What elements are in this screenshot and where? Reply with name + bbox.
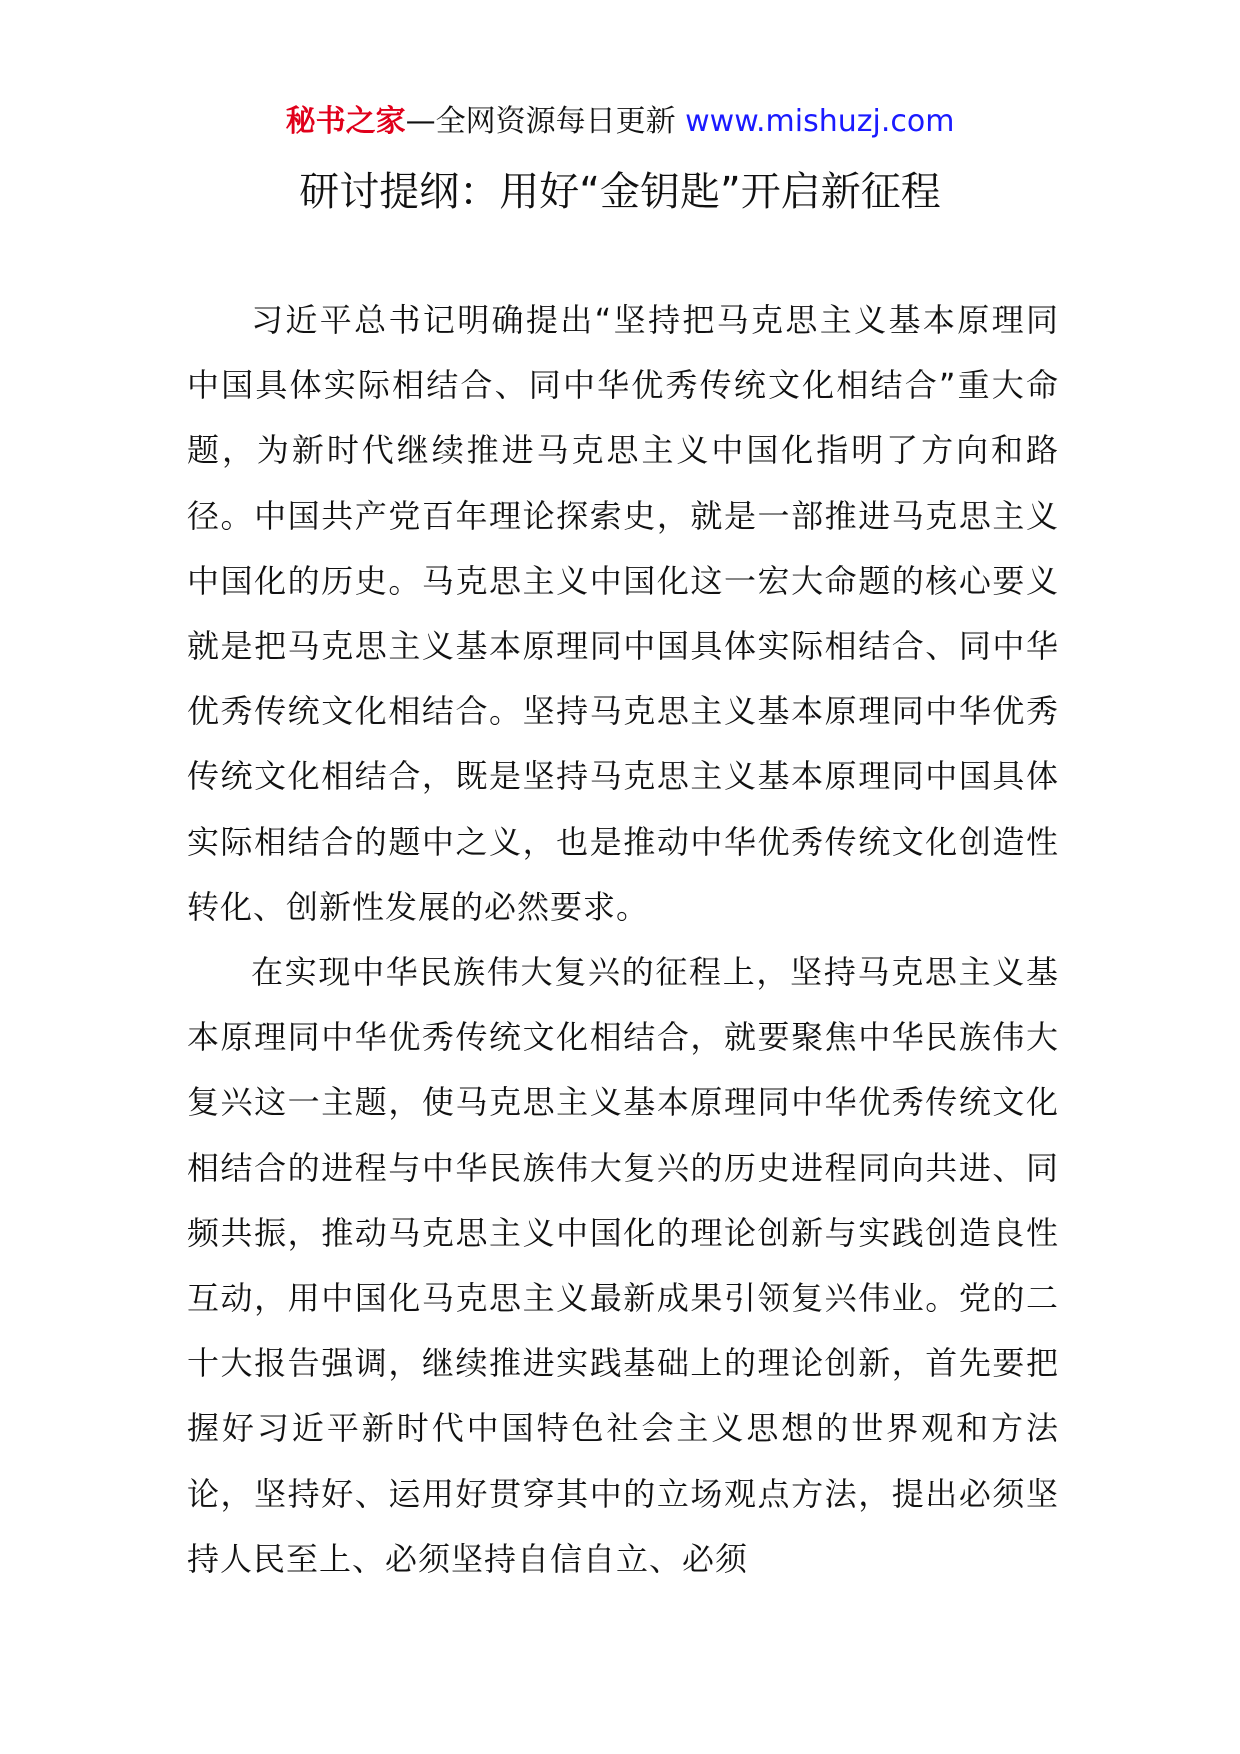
body-paragraph-2: 在实现中华民族伟大复兴的征程上，坚持马克思主义基本原理同中华优秀传统文化相结合，就要聚焦中华民族伟大复兴这一主题，使马克思主义基本原理同中华优秀传统文化相结合的进程与中华民族伟大复兴的历史进程同向共进、同频共振，推动马克思主义中国化的理论创新与实践创造良性互动，用中国化马克思主义最新成果引领复兴伟业。党的二十大报告强调，继续推进实践基础上的理论创新，首先要把握好习近平新时代中国特色社会主义思想的世界观和方法论，坚持好、运用好贯穿其中的立场观点方法，提出必须坚持人民至上、必须坚持自信自立、必须 <box>187 953 1059 1578</box>
body-paragraph-1: 习近平总书记明确提出“坚持把马克思主义基本原理同中国具体实际相结合、同中华优秀传统文化相结合”重大命题，为新时代继续推进马克思主义中国化指明了方向和路径。中国共产党百年理论探索史，就是一部推进马克思主义中国化的历史。马克思主义中国化这一宏大命题的核心要义就是把马克思主义基本原理同中国具体实际相结合、同中华优秀传统文化相结合。坚持马克思主义基本原理同中华优秀传统文化相结合，既是坚持马克思主义基本原理同中国具体实际相结合的题中之义，也是推动中华优秀传统文化创造性转化、创新性发展的必然要求。 <box>187 301 1059 926</box>
brand-name: 秘书之家 <box>285 104 406 139</box>
document-body <box>187 288 1059 1592</box>
header-tagline: —全网资源每日更新 <box>405 104 686 139</box>
site-header <box>0 100 1240 144</box>
document-title: 研讨提纲：用好“金钥匙”开启新征程 <box>299 169 941 215</box>
site-url-link[interactable]: www.mishuzj.com <box>685 104 955 139</box>
